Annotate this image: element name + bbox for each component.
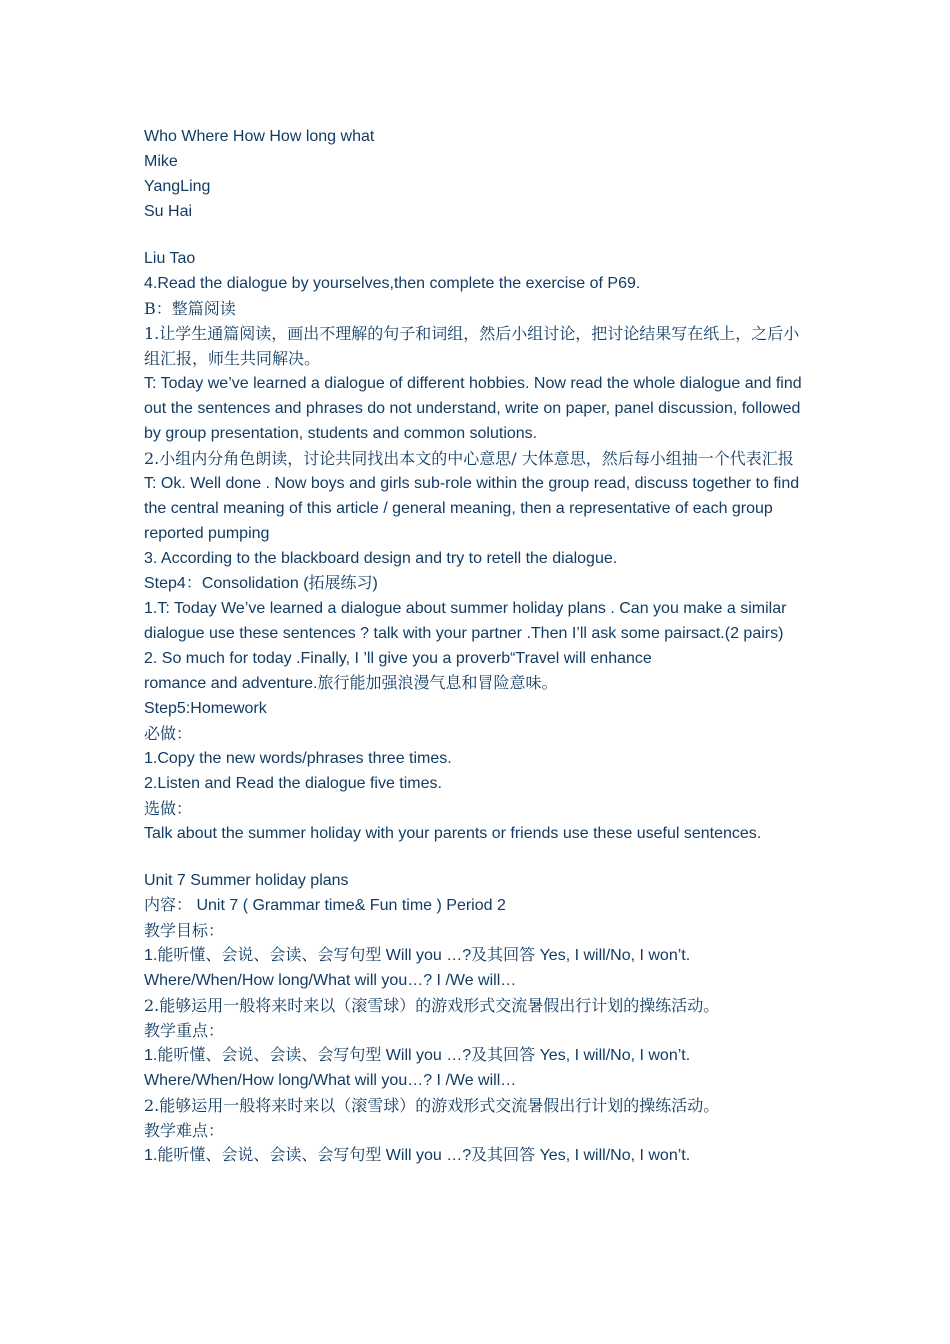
objective-1-cont: Where/When/How long/What will you…? I /We will…: [144, 972, 517, 989]
step4-item-2: 2. So much for today .Finally, I ’ll give you a proverb“Travel will enhance: [144, 650, 652, 667]
key-point-1: 1.能听懂、会说、会读、会写句型 Will you …?及其回答 Yes, I will/No, I won’t.: [144, 1047, 691, 1064]
name-su-hai: Su Hai: [144, 203, 193, 220]
instruction-3: 3. According to the blackboard design and try to retell the dialogue.: [144, 550, 618, 567]
homework-item-2: 2.Listen and Read the dialogue five times.: [144, 775, 442, 792]
proverb-line: romance and adventure.旅行能加强浪漫气息和冒险意味。: [144, 675, 558, 692]
required-label: 必做：: [144, 724, 193, 743]
key-point-1-cont: Where/When/How long/What will you…? I /We will…: [144, 1072, 517, 1089]
spacer: [144, 224, 812, 246]
name-liu-tao: Liu Tao: [144, 250, 196, 267]
step-read-dialogue: 4.Read the dialogue by yourselves,then complete the exercise of P69.: [144, 275, 641, 292]
objective-1: 1.能听懂、会说、会读、会写句型 Will you …?及其回答 Yes, I will/No, I won’t.: [144, 947, 691, 964]
spacer: [144, 846, 812, 868]
homework-optional: Talk about the summer holiday with your parents or friends use these useful sentences.: [144, 825, 762, 842]
name-yangling: YangLing: [144, 178, 211, 195]
step5-heading: Step5:Homework: [144, 700, 267, 717]
key-points-label: 教学重点：: [144, 1021, 225, 1040]
objectives-label: 教学目标：: [144, 921, 225, 940]
heading-b-reading: B：整篇阅读: [144, 299, 236, 318]
difficulties-label: 教学难点：: [144, 1121, 225, 1140]
step4-heading: Step4：Consolidation (拓展练习): [144, 575, 378, 592]
teacher-talk-2: T: Ok. Well done . Now boys and girls sub-role within the group read, discuss together to find the central meaning of this article / general meaning, then a representative of each group reported pumping: [144, 475, 804, 542]
unit-title: Unit 7 Summer holiday plans: [144, 872, 349, 889]
name-mike: Mike: [144, 153, 178, 170]
instruction-2-zh: 2.小组内分角色朗读，讨论共同找出本文的中心意思/ 大体意思，然后每小组抽一个代表汇报: [144, 449, 794, 468]
key-point-2: 2.能够运用一般将来时来以（滚雪球）的游戏形式交流暑假出行计划的操练活动。: [144, 1096, 720, 1115]
homework-item-1: 1.Copy the new words/phrases three times.: [144, 750, 452, 767]
teacher-talk-1: T: Today we’ve learned a dialogue of different hobbies. Now read the whole dialogue and find out the sentences and phrases do not understand, write on paper, panel discussion, followed by group presentation, students and common solutions.: [144, 375, 807, 442]
instruction-1-zh: 1.让学生通篇阅读，画出不理解的句子和词组，然后小组讨论，把讨论结果写在纸上，之后小组汇报，师生共同解决。: [144, 324, 800, 368]
table-header: Who Where How How long what: [144, 128, 375, 145]
content-line: 内容： Unit 7 ( Grammar time& Fun time ) Period 2: [144, 897, 506, 914]
difficulty-1: 1.能听懂、会说、会读、会写句型 Will you …?及其回答 Yes, I will/No, I won’t.: [144, 1147, 691, 1164]
step4-item-1: 1.T: Today We’ve learned a dialogue about summer holiday plans . Can you make a similar dialogue use these sentences ? talk with your partner .Then I’ll ask some pairsact.(2 pairs): [144, 600, 791, 642]
optional-label: 选做：: [144, 799, 193, 818]
objective-2: 2.能够运用一般将来时来以（滚雪球）的游戏形式交流暑假出行计划的操练活动。: [144, 996, 720, 1015]
document-page: [144, 124, 812, 1168]
